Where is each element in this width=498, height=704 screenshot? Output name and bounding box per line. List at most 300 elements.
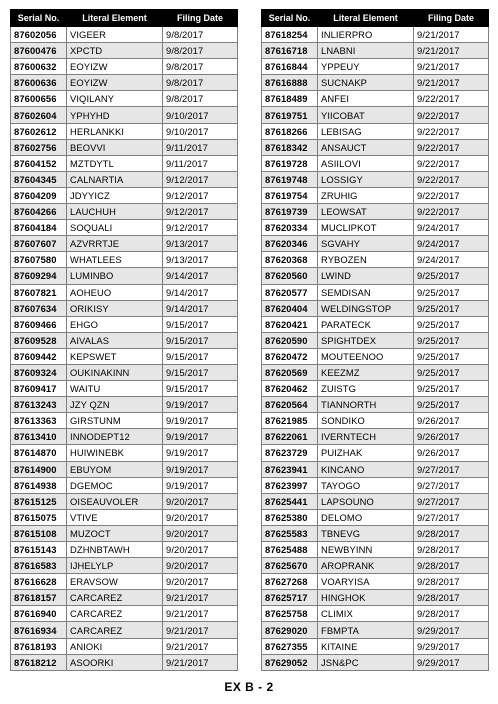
literal-element-cell: ORIKISY <box>67 300 163 316</box>
serial-number-cell: 87600656 <box>11 91 67 107</box>
filing-date-cell: 9/10/2017 <box>163 123 238 139</box>
filing-date-cell: 9/24/2017 <box>414 252 489 268</box>
serial-number-cell: 87618193 <box>11 638 67 654</box>
filing-date-cell: 9/10/2017 <box>163 107 238 123</box>
table-header-row <box>262 10 489 27</box>
table-row <box>11 413 238 429</box>
serial-number-cell: 87620569 <box>262 364 318 380</box>
table-row <box>262 348 489 364</box>
filing-date-cell: 9/21/2017 <box>163 590 238 606</box>
literal-element-cell: WELDINGSTOP <box>318 300 414 316</box>
literal-element-cell: SOQUALI <box>67 220 163 236</box>
filing-date-cell: 9/19/2017 <box>163 413 238 429</box>
serial-number-cell: 87618254 <box>262 27 318 43</box>
serial-number-cell: 87618489 <box>262 91 318 107</box>
table-row <box>262 75 489 91</box>
serial-number-cell: 87615075 <box>11 509 67 525</box>
literal-element-cell: EBUYOM <box>67 461 163 477</box>
filing-date-cell: 9/14/2017 <box>163 284 238 300</box>
serial-number-cell: 87625717 <box>262 590 318 606</box>
filing-date-cell: 9/27/2017 <box>414 477 489 493</box>
serial-number-cell: 87620368 <box>262 252 318 268</box>
serial-number-cell: 87620462 <box>262 381 318 397</box>
literal-element-cell: ASIILOVI <box>318 155 414 171</box>
table-row <box>262 606 489 622</box>
filing-date-cell: 9/8/2017 <box>163 43 238 59</box>
table-row <box>262 187 489 203</box>
serial-number-cell: 87614938 <box>11 477 67 493</box>
serial-number-cell: 87609417 <box>11 381 67 397</box>
literal-element-cell: AOHEUO <box>67 284 163 300</box>
filing-date-cell: 9/12/2017 <box>163 171 238 187</box>
filing-date-cell: 9/8/2017 <box>163 91 238 107</box>
literal-element-cell: CARCAREZ <box>67 590 163 606</box>
table-row <box>11 590 238 606</box>
table-row <box>262 654 489 670</box>
table-row <box>262 204 489 220</box>
filing-date-cell: 9/22/2017 <box>414 187 489 203</box>
serial-number-cell: 87609294 <box>11 268 67 284</box>
literal-element-cell: XPCTD <box>67 43 163 59</box>
filing-date-cell: 9/15/2017 <box>163 348 238 364</box>
serial-number-cell: 87619754 <box>262 187 318 203</box>
literal-element-cell: ERAVSOW <box>67 574 163 590</box>
table-row <box>262 107 489 123</box>
table-row <box>262 27 489 43</box>
serial-number-cell: 87615143 <box>11 542 67 558</box>
serial-number-cell: 87627268 <box>262 574 318 590</box>
table-row <box>11 123 238 139</box>
serial-number-cell: 87609442 <box>11 348 67 364</box>
literal-element-cell: EOYIZW <box>67 75 163 91</box>
literal-element-cell: MUCLIPKOT <box>318 220 414 236</box>
serial-number-cell: 87607821 <box>11 284 67 300</box>
serial-number-cell: 87618266 <box>262 123 318 139</box>
filing-date-cell: 9/24/2017 <box>414 236 489 252</box>
table-row <box>262 525 489 541</box>
table-row <box>262 59 489 75</box>
serial-number-cell: 87625488 <box>262 542 318 558</box>
literal-element-cell: LAUCHUH <box>67 204 163 220</box>
filing-date-cell: 9/13/2017 <box>163 236 238 252</box>
filing-date-cell: 9/11/2017 <box>163 155 238 171</box>
filing-date-cell: 9/25/2017 <box>414 332 489 348</box>
table-row <box>11 445 238 461</box>
literal-element-cell: KITAINE <box>318 638 414 654</box>
header-filing-date: Filing Date <box>163 10 238 27</box>
serial-number-cell: 87629052 <box>262 654 318 670</box>
header-serial-no: Serial No. <box>262 10 318 27</box>
serial-number-cell: 87625380 <box>262 509 318 525</box>
filing-date-cell: 9/8/2017 <box>163 75 238 91</box>
table-row <box>262 590 489 606</box>
table-row <box>11 477 238 493</box>
table-row <box>262 332 489 348</box>
filing-date-cell: 9/21/2017 <box>414 75 489 91</box>
literal-element-cell: VIQILANY <box>67 91 163 107</box>
literal-element-cell: TAYOGO <box>318 477 414 493</box>
table-row <box>11 654 238 670</box>
filing-date-cell: 9/25/2017 <box>414 284 489 300</box>
filing-date-cell: 9/26/2017 <box>414 445 489 461</box>
filing-date-cell: 9/29/2017 <box>414 638 489 654</box>
serial-number-cell: 87614900 <box>11 461 67 477</box>
serial-number-cell: 87618157 <box>11 590 67 606</box>
table-row <box>11 558 238 574</box>
header-literal-element: Literal Element <box>67 10 163 27</box>
filing-date-cell: 9/22/2017 <box>414 123 489 139</box>
header-serial-no: Serial No. <box>11 10 67 27</box>
literal-element-cell: AROPRANK <box>318 558 414 574</box>
literal-element-cell: WHATLEES <box>67 252 163 268</box>
filing-date-cell: 9/19/2017 <box>163 461 238 477</box>
filing-date-cell: 9/26/2017 <box>414 429 489 445</box>
filing-date-cell: 9/15/2017 <box>163 332 238 348</box>
serial-number-cell: 87618212 <box>11 654 67 670</box>
serial-number-cell: 87602756 <box>11 139 67 155</box>
serial-number-cell: 87616888 <box>262 75 318 91</box>
literal-element-cell: VOARYISA <box>318 574 414 590</box>
serial-number-cell: 87604184 <box>11 220 67 236</box>
table-row <box>11 107 238 123</box>
table-row <box>11 27 238 43</box>
serial-number-cell: 87629020 <box>262 622 318 638</box>
table-row <box>262 574 489 590</box>
filing-date-cell: 9/15/2017 <box>163 381 238 397</box>
table-row <box>262 155 489 171</box>
serial-number-cell: 87620404 <box>262 300 318 316</box>
table-row <box>11 316 238 332</box>
literal-element-cell: KEPSWET <box>67 348 163 364</box>
filing-date-cell: 9/15/2017 <box>163 316 238 332</box>
table-row <box>262 622 489 638</box>
serial-number-cell: 87622061 <box>262 429 318 445</box>
table-row <box>11 139 238 155</box>
filing-date-cell: 9/14/2017 <box>163 268 238 284</box>
serial-number-cell: 87620334 <box>262 220 318 236</box>
filing-date-cell: 9/15/2017 <box>163 364 238 380</box>
filing-date-cell: 9/28/2017 <box>414 542 489 558</box>
serial-number-cell: 87619728 <box>262 155 318 171</box>
literal-element-cell: SONDIKO <box>318 413 414 429</box>
literal-element-cell: CALNARTIA <box>67 171 163 187</box>
filing-date-cell: 9/28/2017 <box>414 574 489 590</box>
table-row <box>11 187 238 203</box>
serial-number-cell: 87621985 <box>262 413 318 429</box>
filing-date-cell: 9/25/2017 <box>414 300 489 316</box>
filing-date-cell: 9/27/2017 <box>414 509 489 525</box>
literal-element-cell: INLIERPRO <box>318 27 414 43</box>
filing-date-cell: 9/29/2017 <box>414 654 489 670</box>
literal-element-cell: GIRSTUNM <box>67 413 163 429</box>
filing-date-cell: 9/21/2017 <box>414 27 489 43</box>
serial-number-cell: 87607580 <box>11 252 67 268</box>
serial-number-cell: 87607634 <box>11 300 67 316</box>
literal-element-cell: SGVAHY <box>318 236 414 252</box>
filing-date-cell: 9/8/2017 <box>163 27 238 43</box>
table-row <box>11 606 238 622</box>
literal-element-cell: ANFEI <box>318 91 414 107</box>
serial-number-cell: 87620577 <box>262 284 318 300</box>
table-row <box>11 525 238 541</box>
literal-element-cell: ASOORKI <box>67 654 163 670</box>
literal-element-cell: MOUTEENOO <box>318 348 414 364</box>
table-row <box>11 429 238 445</box>
literal-element-cell: NEWBYINN <box>318 542 414 558</box>
table-row <box>11 284 238 300</box>
filing-date-cell: 9/19/2017 <box>163 445 238 461</box>
literal-element-cell: EOYIZW <box>67 59 163 75</box>
filing-date-cell: 9/21/2017 <box>163 654 238 670</box>
table-row <box>11 622 238 638</box>
table-row <box>11 381 238 397</box>
table-row <box>11 268 238 284</box>
literal-element-cell: LUMINBO <box>67 268 163 284</box>
serial-number-cell: 87616934 <box>11 622 67 638</box>
filing-date-cell: 9/11/2017 <box>163 139 238 155</box>
table-row <box>11 220 238 236</box>
literal-element-cell: LAPSOUNO <box>318 493 414 509</box>
serial-number-cell: 87604152 <box>11 155 67 171</box>
filing-date-cell: 9/28/2017 <box>414 590 489 606</box>
table-row <box>262 364 489 380</box>
filing-date-cell: 9/29/2017 <box>414 622 489 638</box>
filings-table-right <box>261 9 489 671</box>
table-row <box>11 348 238 364</box>
literal-element-cell: YPHYHD <box>67 107 163 123</box>
literal-element-cell: KEEZMZ <box>318 364 414 380</box>
table-row <box>262 558 489 574</box>
serial-number-cell: 87604209 <box>11 187 67 203</box>
literal-element-cell: DELOMO <box>318 509 414 525</box>
header-filing-date: Filing Date <box>414 10 489 27</box>
serial-number-cell: 87619739 <box>262 204 318 220</box>
filing-date-cell: 9/20/2017 <box>163 574 238 590</box>
table-row <box>11 204 238 220</box>
table-row <box>262 268 489 284</box>
filing-date-cell: 9/26/2017 <box>414 413 489 429</box>
table-row <box>262 397 489 413</box>
literal-element-cell: PARATECK <box>318 316 414 332</box>
table-row <box>11 397 238 413</box>
literal-element-cell: JSN&PC <box>318 654 414 670</box>
literal-element-cell: ZUISTG <box>318 381 414 397</box>
table-row <box>262 429 489 445</box>
literal-element-cell: LOSSIGY <box>318 171 414 187</box>
table-body-left <box>11 27 238 671</box>
table-row <box>11 493 238 509</box>
table-body-right <box>262 27 489 671</box>
serial-number-cell: 87615108 <box>11 525 67 541</box>
table-row <box>262 43 489 59</box>
table-row <box>11 155 238 171</box>
literal-element-cell: CLIMIX <box>318 606 414 622</box>
filing-date-cell: 9/21/2017 <box>414 59 489 75</box>
filing-date-cell: 9/27/2017 <box>414 493 489 509</box>
serial-number-cell: 87609466 <box>11 316 67 332</box>
table-row <box>262 171 489 187</box>
literal-element-cell: BEOVVI <box>67 139 163 155</box>
serial-number-cell: 87620590 <box>262 332 318 348</box>
filing-date-cell: 9/28/2017 <box>414 558 489 574</box>
table-row <box>262 445 489 461</box>
table-row <box>262 477 489 493</box>
filing-date-cell: 9/21/2017 <box>163 638 238 654</box>
table-row <box>11 75 238 91</box>
filing-date-cell: 9/20/2017 <box>163 558 238 574</box>
literal-element-cell: MUZOCT <box>67 525 163 541</box>
literal-element-cell: JZY QZN <box>67 397 163 413</box>
table-row <box>11 43 238 59</box>
table-row <box>262 220 489 236</box>
literal-element-cell: DZHNBTAWH <box>67 542 163 558</box>
literal-element-cell: FBMPTA <box>318 622 414 638</box>
literal-element-cell: JDYYICZ <box>67 187 163 203</box>
filing-date-cell: 9/19/2017 <box>163 397 238 413</box>
filing-date-cell: 9/20/2017 <box>163 509 238 525</box>
literal-element-cell: YPPEUY <box>318 59 414 75</box>
serial-number-cell: 87625441 <box>262 493 318 509</box>
literal-element-cell: MZTDYTL <box>67 155 163 171</box>
literal-element-cell: WAITU <box>67 381 163 397</box>
serial-number-cell: 87600476 <box>11 43 67 59</box>
serial-number-cell: 87623729 <box>262 445 318 461</box>
table-row <box>262 493 489 509</box>
filing-date-cell: 9/22/2017 <box>414 204 489 220</box>
literal-element-cell: YIICOBAT <box>318 107 414 123</box>
filing-date-cell: 9/22/2017 <box>414 91 489 107</box>
filing-date-cell: 9/12/2017 <box>163 220 238 236</box>
filing-date-cell: 9/22/2017 <box>414 171 489 187</box>
serial-number-cell: 87600632 <box>11 59 67 75</box>
table-row <box>11 300 238 316</box>
literal-element-cell: LNABNI <box>318 43 414 59</box>
literal-element-cell: LWIND <box>318 268 414 284</box>
literal-element-cell: DGEMOC <box>67 477 163 493</box>
table-row <box>11 542 238 558</box>
serial-number-cell: 87616940 <box>11 606 67 622</box>
table-row <box>262 316 489 332</box>
serial-number-cell: 87625670 <box>262 558 318 574</box>
literal-element-cell: LEOWSAT <box>318 204 414 220</box>
serial-number-cell: 87619748 <box>262 171 318 187</box>
table-row <box>262 381 489 397</box>
filing-date-cell: 9/25/2017 <box>414 364 489 380</box>
table-row <box>262 284 489 300</box>
literal-element-cell: INNODEPT12 <box>67 429 163 445</box>
filing-date-cell: 9/24/2017 <box>414 220 489 236</box>
table-row <box>262 638 489 654</box>
literal-element-cell: IVERNTECH <box>318 429 414 445</box>
header-literal-element: Literal Element <box>318 10 414 27</box>
filing-date-cell: 9/19/2017 <box>163 429 238 445</box>
serial-number-cell: 87602056 <box>11 27 67 43</box>
filing-date-cell: 9/22/2017 <box>414 107 489 123</box>
table-row <box>11 461 238 477</box>
serial-number-cell: 87616583 <box>11 558 67 574</box>
filing-date-cell: 9/22/2017 <box>414 155 489 171</box>
filing-date-cell: 9/25/2017 <box>414 397 489 413</box>
filing-date-cell: 9/21/2017 <box>414 43 489 59</box>
serial-number-cell: 87602612 <box>11 123 67 139</box>
table-row <box>262 252 489 268</box>
table-row <box>11 574 238 590</box>
serial-number-cell: 87627355 <box>262 638 318 654</box>
literal-element-cell: TBNEVG <box>318 525 414 541</box>
filing-date-cell: 9/25/2017 <box>414 348 489 364</box>
serial-number-cell: 87616718 <box>262 43 318 59</box>
literal-element-cell: HUIWINEBK <box>67 445 163 461</box>
literal-element-cell: OISEAUVOLER <box>67 493 163 509</box>
literal-element-cell: CARCAREZ <box>67 622 163 638</box>
filing-date-cell: 9/20/2017 <box>163 525 238 541</box>
serial-number-cell: 87609324 <box>11 364 67 380</box>
filings-table-left <box>10 9 238 671</box>
literal-element-cell: ANSAUCT <box>318 139 414 155</box>
serial-number-cell: 87620472 <box>262 348 318 364</box>
table-row <box>262 91 489 107</box>
table-row <box>11 59 238 75</box>
table-row <box>262 413 489 429</box>
serial-number-cell: 87625583 <box>262 525 318 541</box>
literal-element-cell: IJHELYLP <box>67 558 163 574</box>
filing-date-cell: 9/28/2017 <box>414 606 489 622</box>
literal-element-cell: SUCNAKP <box>318 75 414 91</box>
serial-number-cell: 87615125 <box>11 493 67 509</box>
literal-element-cell: EHGO <box>67 316 163 332</box>
literal-element-cell: AZVRRTJE <box>67 236 163 252</box>
exhibit-label: EX B - 2 <box>224 680 274 694</box>
filing-date-cell: 9/19/2017 <box>163 477 238 493</box>
literal-element-cell: PUIZHAK <box>318 445 414 461</box>
table-row <box>262 300 489 316</box>
table-header-row <box>11 10 238 27</box>
filing-date-cell: 9/8/2017 <box>163 59 238 75</box>
literal-element-cell: SEMDISAN <box>318 284 414 300</box>
filing-date-cell: 9/20/2017 <box>163 493 238 509</box>
table-row <box>11 364 238 380</box>
literal-element-cell: HINGHOK <box>318 590 414 606</box>
literal-element-cell: VTIVE <box>67 509 163 525</box>
literal-element-cell: TIANNORTH <box>318 397 414 413</box>
literal-element-cell: RYBOZEN <box>318 252 414 268</box>
filing-date-cell: 9/25/2017 <box>414 381 489 397</box>
table-row <box>11 509 238 525</box>
filing-date-cell: 9/14/2017 <box>163 300 238 316</box>
serial-number-cell: 87614870 <box>11 445 67 461</box>
filing-date-cell: 9/20/2017 <box>163 542 238 558</box>
table-row <box>262 236 489 252</box>
table-row <box>262 542 489 558</box>
filing-date-cell: 9/21/2017 <box>163 606 238 622</box>
serial-number-cell: 87623997 <box>262 477 318 493</box>
serial-number-cell: 87625758 <box>262 606 318 622</box>
filing-date-cell: 9/22/2017 <box>414 139 489 155</box>
serial-number-cell: 87602604 <box>11 107 67 123</box>
literal-element-cell: ZRUHIG <box>318 187 414 203</box>
serial-number-cell: 87607607 <box>11 236 67 252</box>
literal-element-cell: ANIOKI <box>67 638 163 654</box>
serial-number-cell: 87613243 <box>11 397 67 413</box>
filing-date-cell: 9/25/2017 <box>414 316 489 332</box>
literal-element-cell: VIGEER <box>67 27 163 43</box>
filing-date-cell: 9/28/2017 <box>414 525 489 541</box>
serial-number-cell: 87604266 <box>11 204 67 220</box>
serial-number-cell: 87619751 <box>262 107 318 123</box>
filing-date-cell: 9/27/2017 <box>414 461 489 477</box>
literal-element-cell: CARCAREZ <box>67 606 163 622</box>
serial-number-cell: 87616628 <box>11 574 67 590</box>
